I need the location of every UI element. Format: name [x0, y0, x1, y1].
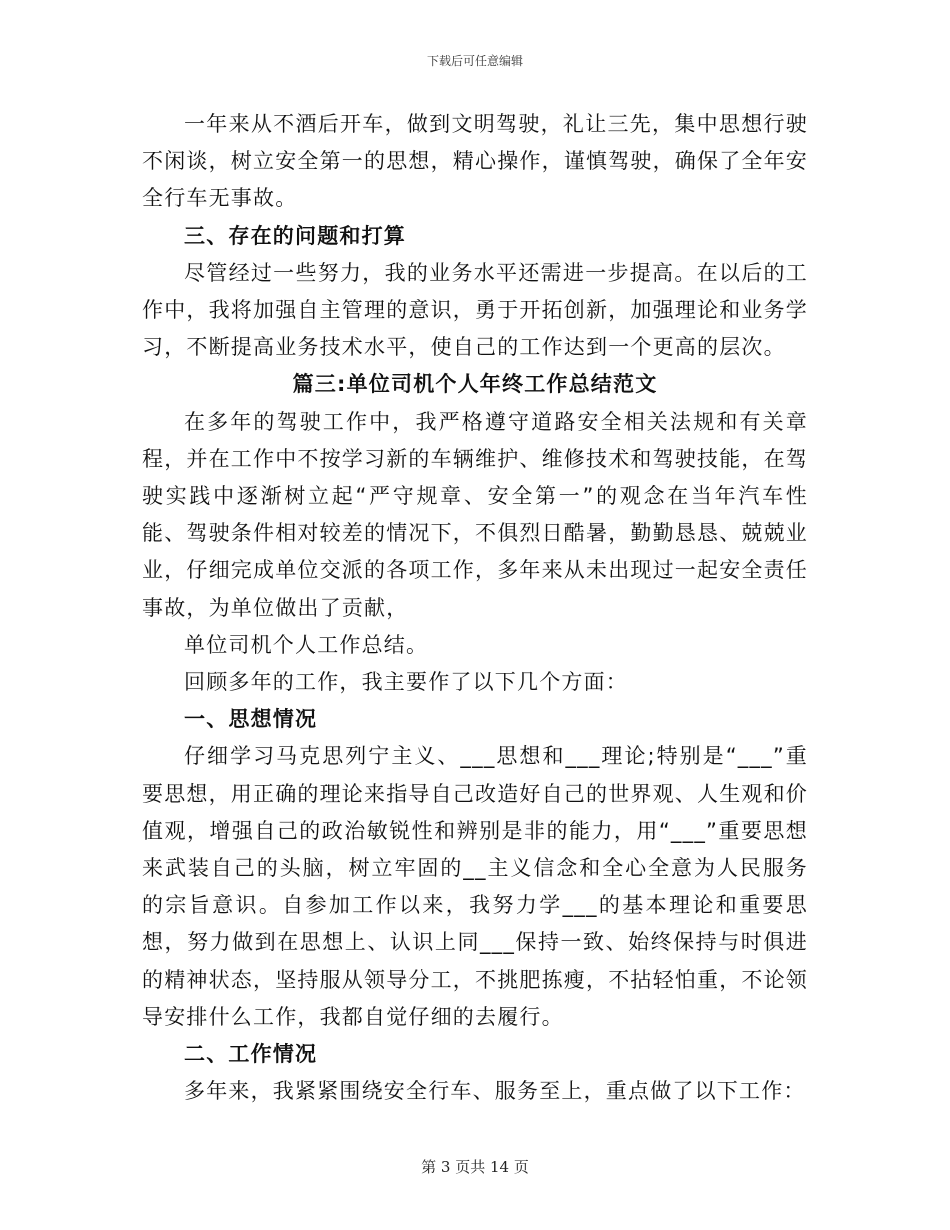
article-title: 篇三:单位司机个人年终工作总结范文	[292, 372, 658, 397]
paragraph-summary-label: 单位司机个人工作总结。	[184, 632, 429, 657]
section-heading-problems: 三、存在的问题和打算	[184, 223, 406, 248]
paragraph-safe-driving: 一年来从不酒后开车，做到文明驾驶，礼让三先，集中思想行驶不闲谈，树立安全第一的思想，精心操作，谨慎驾驶，确保了全年安全行车无事故。	[142, 112, 808, 211]
header-note: 下载后可任意编辑	[426, 54, 523, 68]
paragraph-review: 回顾多年的工作，我主要作了以下几个方面：	[184, 670, 628, 695]
document-body	[142, 106, 808, 1110]
section-heading-work: 二、工作情况	[184, 1042, 318, 1067]
paragraph-work-intro: 多年来，我紧紧围绕安全行车、服务至上，重点做了以下工作：	[184, 1079, 806, 1104]
paragraph-thought: 仔细学习马克思列宁主义、___思想和___理论;特别是“___”重要思想，用正确的理论来指导自己改造好自己的世界观、人生观和价值观，增强自己的政治敏锐性和辨别是非的能力，用“___”重要思想来武装自己的头脑，树立牢固的__主义信念和全心全意为人民服务的宗旨意识。自参加工作以来，我努力学___的基本理论和重要思想，努力做到在思想上、认识上同___保持一致、始终保持与时俱进的精神状态，坚持服从领导分工，不挑肥拣瘦，不拈轻怕重，不论领导安排什么工作，我都自觉仔细的去履行。	[142, 744, 808, 1029]
paragraph-driving-work: 在多年的驾驶工作中，我严格遵守道路安全相关法规和有关章程，并在工作中不按学习新的车辆维护、维修技术和驾驶技能，在驾驶实践中逐渐树立起“严守规章、安全第一”的观念在当年汽车性能、驾驶条件相对较差的情况下，不俱烈日酷暑，勤勤恳恳、兢兢业业，仔细完成单位交派的各项工作，多年来从未出现过一起安全责任事故，为单位做出了贡献，	[142, 409, 808, 620]
page-number: 第 3 页共 14 页	[421, 1158, 529, 1176]
paragraph-improvement: 尽管经过一些努力，我的业务水平还需进一步提高。在以后的工作中，我将加强自主管理的意识，勇于开拓创新，加强理论和业务学习，不断提高业务技术水平，使自己的工作达到一个更高的层次。	[142, 260, 808, 360]
section-heading-thought: 一、思想情况	[184, 707, 318, 732]
